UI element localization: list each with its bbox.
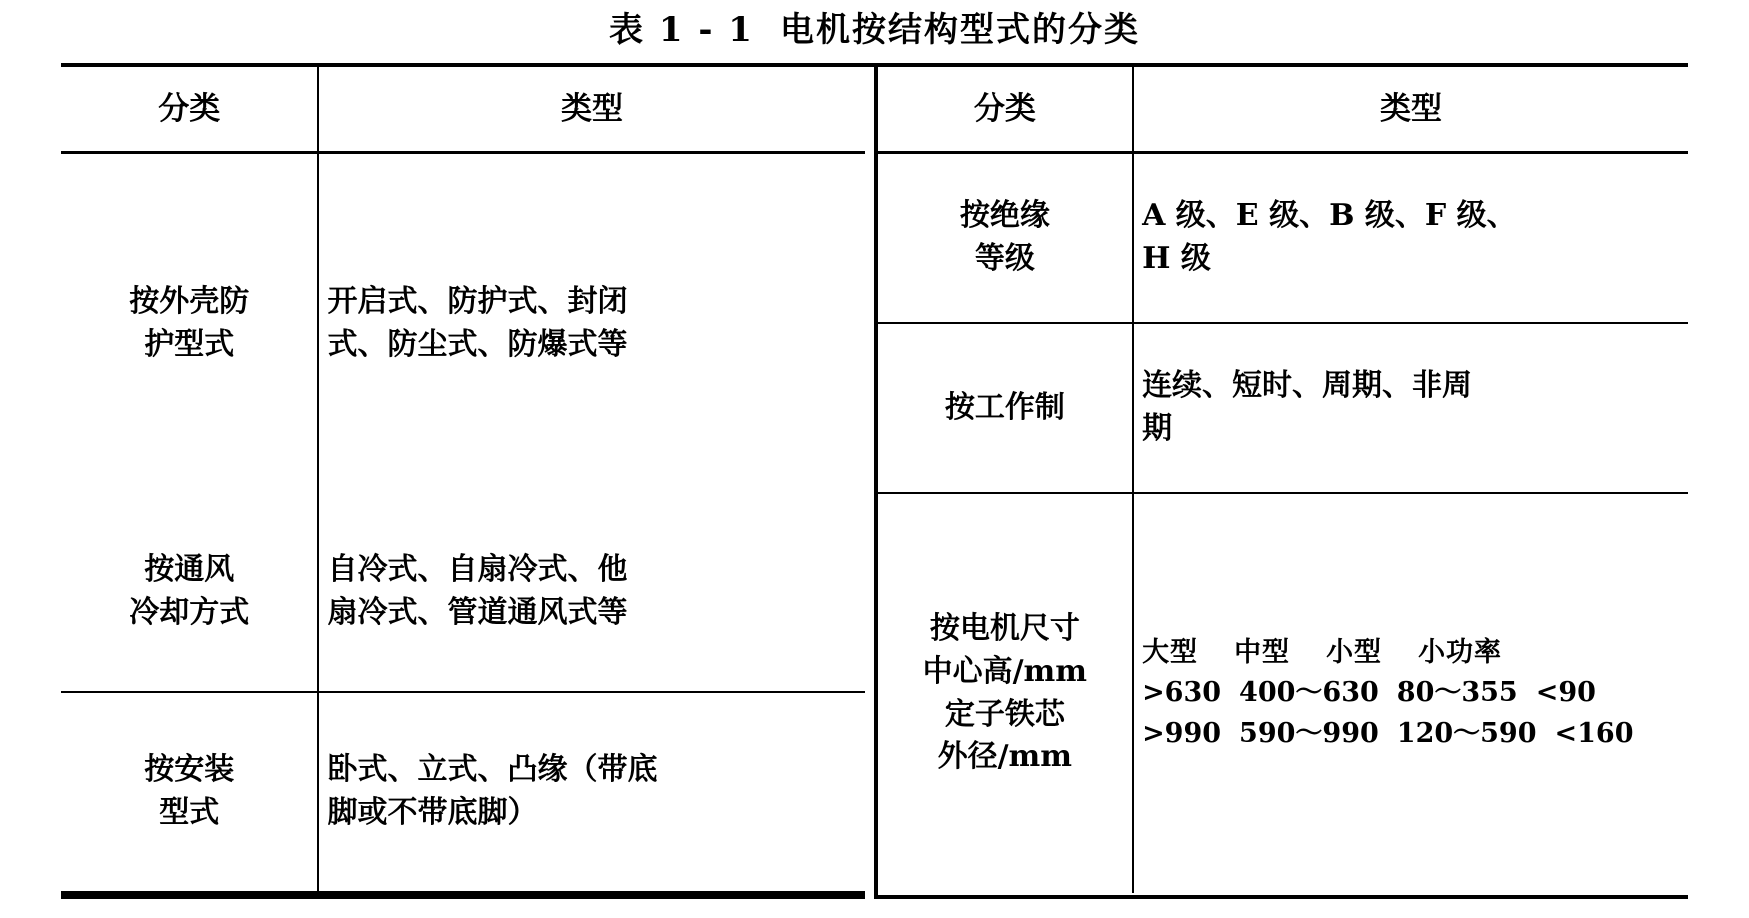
left-type-3: 卧式、立式、凸缘（带底 脚或不带底脚） xyxy=(318,692,864,893)
center-divider-body xyxy=(865,153,876,898)
right-type-3-sizes xyxy=(1133,493,1688,893)
right-type-2: 连续、短时、周期、非周 期 xyxy=(1133,323,1688,493)
classification-table xyxy=(61,63,1688,899)
header-right-category: 分类 xyxy=(876,65,1133,153)
header-left-category: 分类 xyxy=(61,65,318,153)
size-header-row: 大型 中型 小型 小功率 xyxy=(1142,636,1503,668)
left-category-2: 按通风 冷却方式 xyxy=(61,493,318,692)
left-category-3: 按安装 型式 xyxy=(61,692,318,893)
right-type-1: A 级、E 级、B 级、F 级、 H 级 xyxy=(1133,153,1688,324)
left-type-2: 自冷式、自扇冷式、他 扇冷式、管道通风式等 xyxy=(318,493,864,692)
right-category-1: 按绝缘 等级 xyxy=(876,153,1133,324)
table-number: 表 1 - 1 xyxy=(609,10,754,50)
size-row-stator-diameter: >990 590～990 120～590 <160 xyxy=(1142,717,1634,749)
header-left-type: 类型 xyxy=(318,65,864,153)
size-row-center-height: >630 400～630 80～355 <90 xyxy=(1142,677,1596,709)
right-category-2: 按工作制 xyxy=(876,323,1133,493)
table-caption xyxy=(60,0,1689,63)
table-title: 电机按结构型式的分类 xyxy=(779,10,1140,50)
left-type-1: 开启式、防护式、封闭 式、防尘式、防爆式等 xyxy=(327,283,628,362)
center-divider xyxy=(865,65,876,153)
table-row xyxy=(61,153,1688,324)
left-category-1: 按外壳防 护型式 xyxy=(61,153,318,494)
table-header-row xyxy=(61,65,1688,153)
header-right-type: 类型 xyxy=(1133,65,1688,153)
right-category-3: 按电机尺寸 中心高/mm 定子铁芯 外径/mm xyxy=(876,493,1133,893)
